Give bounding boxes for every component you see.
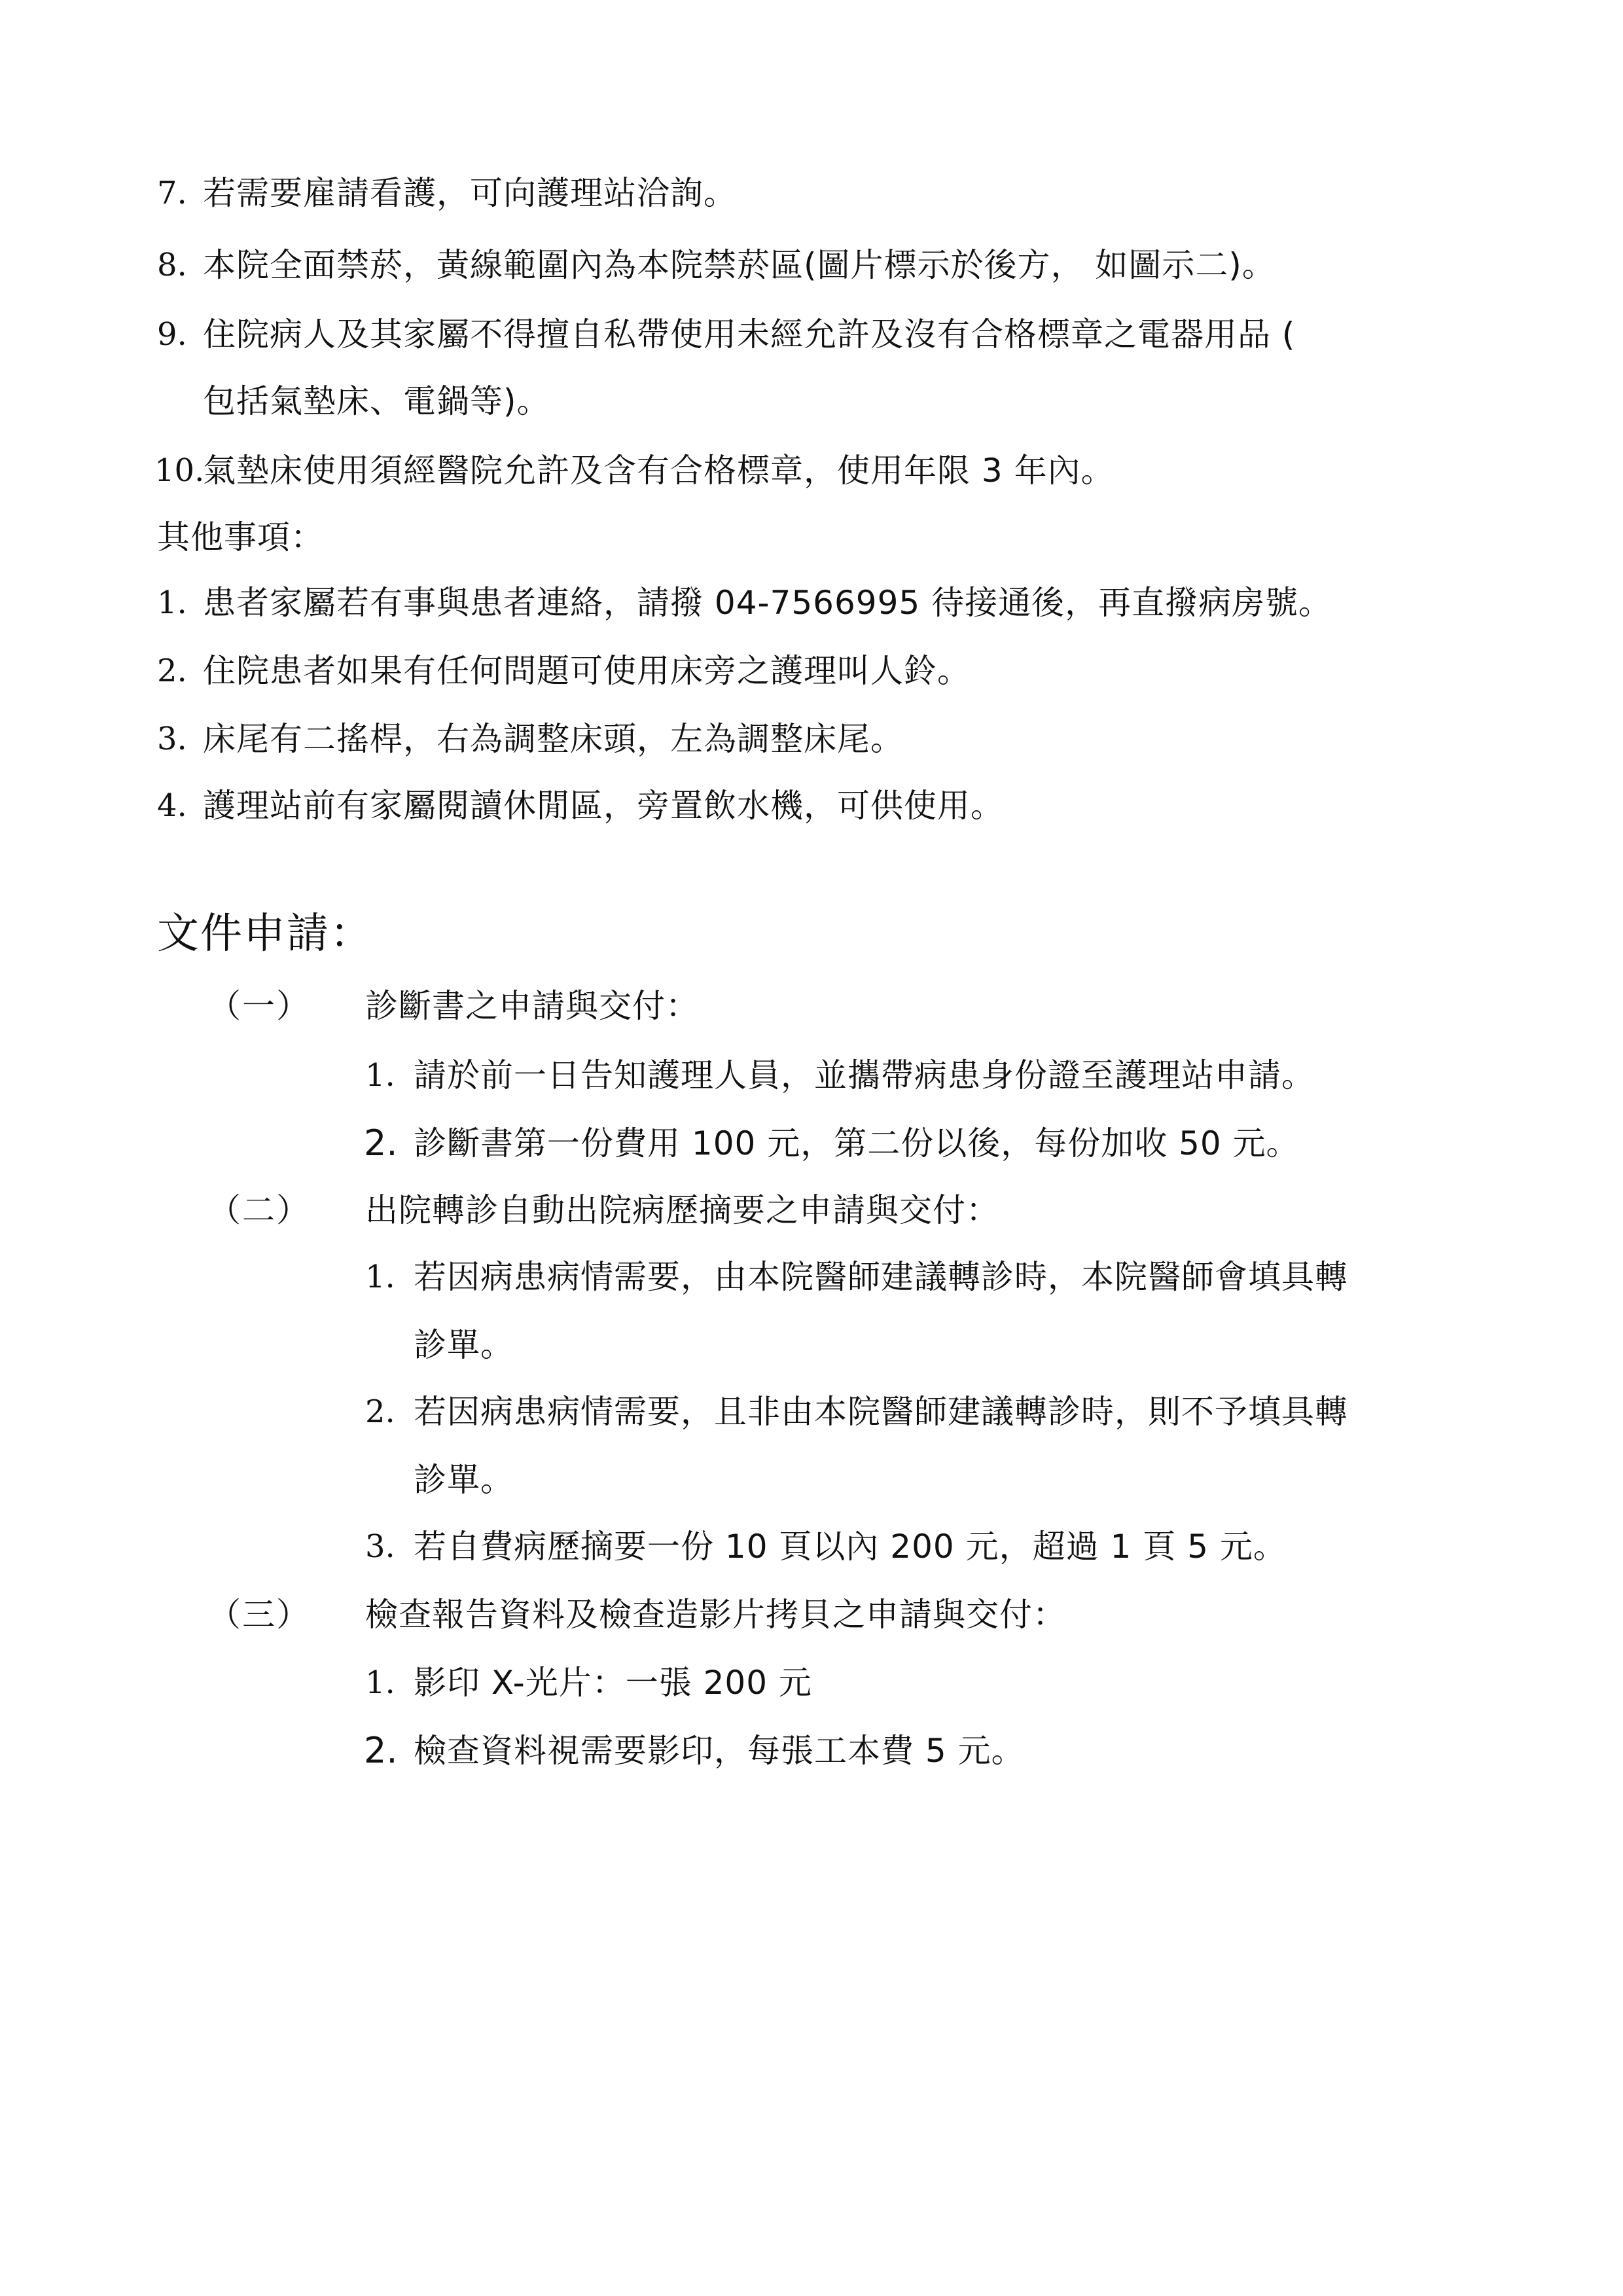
rule-text: 若需要雇請看護，可向護理站洽詢。 — [203, 174, 737, 212]
other-item-number: 3. — [157, 721, 187, 757]
section-item-number: 1. — [365, 1259, 395, 1295]
section-title: 出院轉診自動出院病歷摘要之申請與交付： — [365, 1191, 999, 1229]
section-item-text: 若因病患病情需要，由本院醫師建議轉診時，本院醫師會填具轉 — [414, 1258, 1348, 1296]
section-title: 檢查報告資料及檢查造影片拷貝之申請與交付： — [365, 1596, 1066, 1634]
rule-number: 10. — [154, 452, 205, 489]
section-item-text: 影印 X-光片：一張 200 元 — [414, 1664, 812, 1702]
rule-text: 氣墊床使用須經醫院允許及含有合格標章，使用年限 3 年內。 — [203, 452, 1115, 490]
other-item-text: 患者家屬若有事與患者連絡，請撥 04-7566995 待接通後，再直撥病房號。 — [203, 584, 1332, 622]
section-item-number: 2. — [365, 1393, 395, 1430]
section-item-text-continuation: 診單。 — [414, 1461, 514, 1499]
section-item-text: 診斷書第一份費用 100 元，第二份以後，每份加收 50 元。 — [414, 1124, 1300, 1162]
rule-text: 本院全面禁菸，黃線範圍內為本院禁菸區(圖片標示於後方， 如圖示二)。 — [203, 246, 1275, 284]
other-item-text: 住院患者如果有任何問題可使用床旁之護理叫人鈴。 — [203, 652, 971, 690]
other-item-number: 4. — [157, 787, 187, 824]
other-items-title: 其他事項： — [157, 518, 324, 556]
section-item-number: 2. — [364, 1730, 398, 1771]
section-item-text: 若因病患病情需要，且非由本院醫師建議轉診時，則不予填具轉 — [414, 1393, 1348, 1431]
other-item-number: 1. — [157, 584, 187, 621]
rule-number: 8. — [157, 247, 187, 283]
section-item-text-continuation: 診單。 — [414, 1326, 514, 1364]
section-item-number: 1. — [365, 1664, 395, 1701]
section-item-text: 若自費病歷摘要一份 10 頁以內 200 元，超過 1 頁 5 元。 — [414, 1528, 1287, 1566]
section-item-number: 2. — [364, 1122, 398, 1164]
section-label: （二） — [208, 1191, 310, 1229]
other-item-text: 床尾有二搖桿，右為調整床頭，左為調整床尾。 — [203, 720, 904, 758]
other-item-number: 2. — [157, 653, 187, 689]
documents-heading: 文件申請： — [157, 910, 373, 958]
other-item-text: 護理站前有家屬閱讀休閒區，旁置飲水機，可供使用。 — [203, 787, 1004, 825]
section-item-text: 請於前一日告知護理人員，並攜帶病患身份證至護理站申請。 — [414, 1056, 1315, 1094]
section-item-number: 3. — [365, 1528, 395, 1565]
rule-text-continuation: 包括氣墊床、電鍋等)。 — [203, 382, 550, 420]
section-item-number: 1. — [365, 1057, 395, 1094]
section-label: （一） — [208, 987, 310, 1025]
section-title: 診斷書之申請與交付： — [365, 987, 699, 1025]
section-label: （三） — [208, 1596, 310, 1634]
rule-text: 住院病人及其家屬不得擅自私帶使用未經允許及沒有合格標章之電器用品 ( — [203, 315, 1296, 353]
section-item-text: 檢查資料視需要影印，每張工本費 5 元。 — [414, 1732, 1025, 1770]
rule-number: 9. — [157, 316, 187, 353]
rule-number: 7. — [157, 175, 187, 211]
